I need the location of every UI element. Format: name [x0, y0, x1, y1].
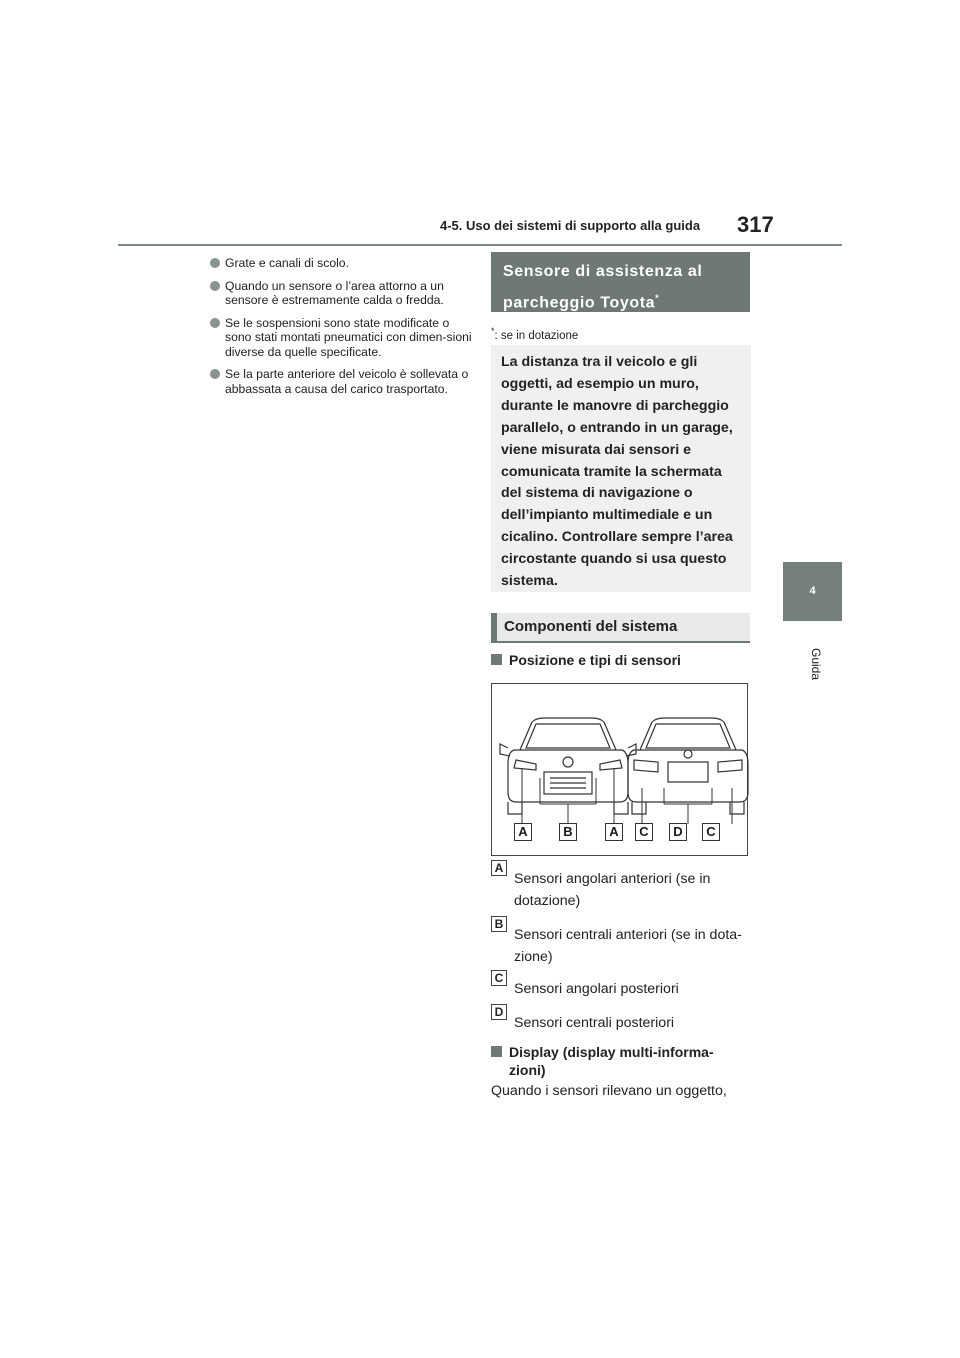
figure-label-c-left: C — [635, 823, 653, 841]
figure-label-a-right: A — [605, 823, 623, 841]
legend-badge-a: A — [491, 860, 507, 876]
left-bullet-list — [210, 256, 472, 404]
page-number: 317 — [737, 212, 774, 237]
closing-text: Quando i sensori rilevano un oggetto, — [491, 1083, 727, 1099]
legend-badge-c: C — [491, 970, 507, 986]
legend-item-a: A Sensori angolari anteriori (se in dotazione) — [491, 868, 750, 912]
footnote-marker: * — [655, 293, 660, 303]
figure-label-d: D — [669, 823, 687, 841]
front-leader-lines — [522, 768, 614, 824]
bullet-icon — [210, 369, 220, 379]
front-car-drawing — [500, 718, 636, 814]
main-heading — [491, 252, 750, 312]
list-item: Quando un sensore o l’area attorno a un sensore è estremamente calda o fredda. — [210, 279, 472, 308]
list-item: Grate e canali di scolo. — [210, 256, 472, 271]
bullet-icon — [210, 318, 220, 328]
main-heading-line2: parcheggio Toyota — [503, 294, 656, 312]
figure-label-b: B — [559, 823, 577, 841]
bullet-icon — [210, 281, 220, 291]
chapter-tab[interactable]: 4 — [783, 562, 842, 621]
square-bullet-icon — [491, 1046, 502, 1057]
footnote: *: se in dotazione — [491, 326, 579, 342]
chapter-label: Guida — [809, 647, 823, 681]
square-bullet-icon — [491, 654, 502, 665]
figure-label-c-right: C — [702, 823, 720, 841]
bullet-icon — [210, 258, 220, 268]
subheading-sensors: Posizione e tipi di sensori — [491, 651, 681, 669]
legend-badge-b: B — [491, 916, 507, 932]
section-title: 4-5. Uso dei sistemi di supporto alla guida — [440, 218, 701, 233]
header-divider — [118, 244, 842, 246]
subheading-display: Display (display multi-informa- zioni) — [491, 1043, 714, 1079]
legend-item-c: C Sensori angolari posteriori — [491, 978, 750, 1000]
intro-text: La distanza tra il veicolo e gli oggetti, ad esempio un muro, durante le manovre di parcheggio parallelo, o entrando in un garage, viene misurata dai sensori e comunicata tramite la schermata del sistema di navigazione o dell’impianto multimediale e un cicalino. Controllare sempre l’area circostante quando si usa questo sistema. — [491, 345, 751, 592]
rear-leader-lines — [642, 788, 732, 824]
main-heading-line1: Sensore di assistenza al — [503, 263, 703, 280]
figure-label-a-left: A — [514, 823, 532, 841]
list-item: Se la parte anteriore del veicolo è sollevata o abbassata a causa del carico trasportato. — [210, 367, 472, 396]
section-heading: Componenti del sistema — [491, 613, 750, 643]
legend-item-b: B Sensori centrali anteriori (se in dota-zione) — [491, 924, 750, 968]
rear-car-drawing — [628, 718, 748, 814]
sensor-location-figure — [491, 683, 748, 856]
legend-badge-d: D — [491, 1004, 507, 1020]
list-item: Se le sospensioni sono state modificate o sono stati montati pneumatici con dimen-sioni diverse da quelle specificate. — [210, 316, 472, 360]
legend-item-d: D Sensori centrali posteriori — [491, 1012, 750, 1034]
